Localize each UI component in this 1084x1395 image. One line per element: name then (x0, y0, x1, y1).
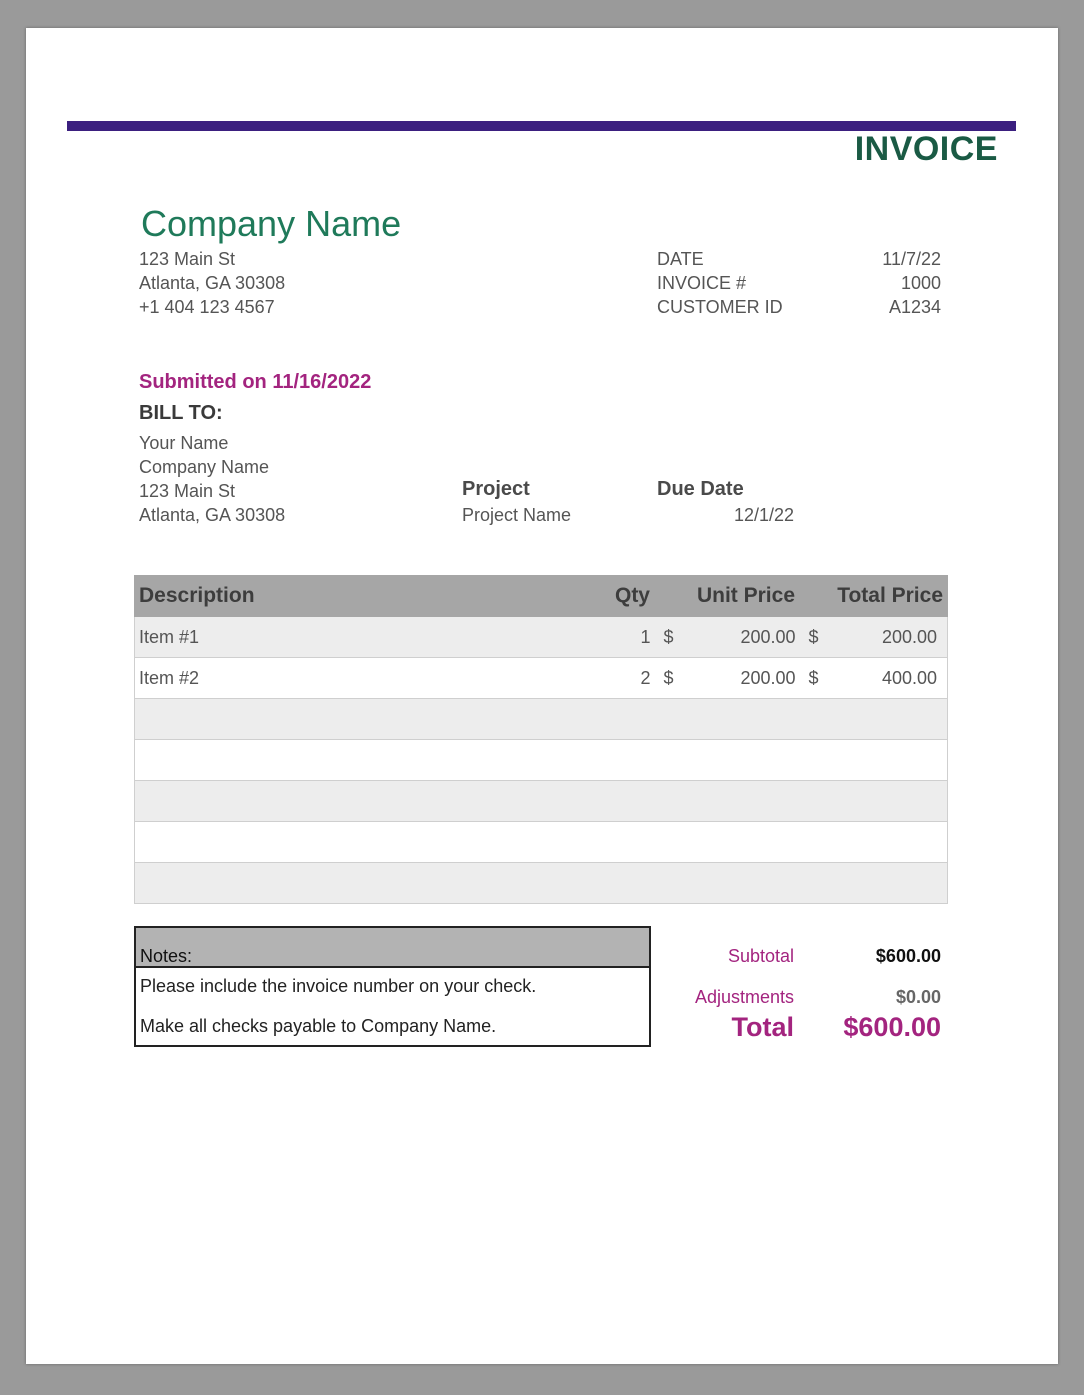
meta-labels (657, 247, 783, 319)
currency-symbol (655, 863, 683, 904)
item-description (135, 699, 585, 740)
bill-to-address-line2: Atlanta, GA 30308 (139, 505, 286, 525)
item-qty (585, 699, 655, 740)
company-address-line1: 123 Main St (139, 249, 236, 269)
item-total-price (828, 822, 948, 863)
subtotal-label: Subtotal (727, 946, 794, 966)
item-total-price (828, 699, 948, 740)
subtotal-value: $600.00 (875, 946, 941, 966)
item-total-price: 400.00 (828, 658, 948, 699)
table-row (135, 740, 948, 781)
item-qty: 1 (585, 617, 655, 658)
notes-heading: Notes: (136, 928, 649, 968)
currency-symbol (800, 822, 828, 863)
table-row (135, 658, 948, 699)
currency-symbol (655, 822, 683, 863)
item-description (135, 863, 585, 904)
item-qty: 2 (585, 658, 655, 699)
col-total-price: Total Price (800, 576, 948, 617)
bill-to-address-line1: 123 Main St (139, 481, 236, 501)
due-date-heading: Due Date (657, 478, 744, 500)
table-row (135, 781, 948, 822)
item-description (135, 822, 585, 863)
customer-id-label: CUSTOMER ID (657, 297, 783, 317)
bill-to-block (139, 431, 285, 527)
item-total-price: 200.00 (828, 617, 948, 658)
item-unit-price: 200.00 (683, 617, 800, 658)
col-qty: Qty (585, 576, 655, 617)
table-row (135, 699, 948, 740)
item-unit-price (683, 699, 800, 740)
currency-symbol (655, 781, 683, 822)
currency-symbol (655, 740, 683, 781)
currency-symbol: $ (800, 617, 828, 658)
col-description: Description (135, 576, 585, 617)
table-row (135, 822, 948, 863)
col-unit-price: Unit Price (655, 576, 800, 617)
currency-symbol: $ (655, 658, 683, 699)
table-row (135, 617, 948, 658)
item-total-price (828, 863, 948, 904)
adjustments-label: Adjustments (694, 987, 794, 1007)
company-name: Company Name (141, 203, 402, 244)
submitted-date: Submitted on 11/16/2022 (139, 371, 372, 393)
currency-symbol (800, 740, 828, 781)
invoice-page (26, 28, 1058, 1364)
meta-values (826, 247, 941, 319)
project-name: Project Name (462, 505, 572, 525)
invoice-number-label: INVOICE # (657, 273, 747, 293)
bill-to-name: Your Name (139, 433, 229, 453)
customer-id-value: A1234 (888, 297, 941, 317)
item-qty (585, 822, 655, 863)
invoice-title: INVOICE (854, 130, 998, 168)
date-label: DATE (657, 249, 704, 269)
item-qty (585, 740, 655, 781)
item-qty (585, 781, 655, 822)
project-heading: Project (462, 478, 530, 500)
due-date-value: 12/1/22 (733, 505, 794, 525)
notes-line-1: Please include the invoice number on your check. (140, 976, 537, 996)
invoice-number-value: 1000 (900, 273, 941, 293)
company-address-line2: Atlanta, GA 30308 (139, 273, 286, 293)
item-description (135, 740, 585, 781)
item-unit-price (683, 781, 800, 822)
item-unit-price (683, 863, 800, 904)
company-phone: +1 404 123 4567 (139, 297, 275, 317)
notes-box (134, 926, 651, 1047)
item-unit-price (683, 740, 800, 781)
currency-symbol (800, 863, 828, 904)
currency-symbol (800, 781, 828, 822)
total-value: $600.00 (843, 1012, 941, 1042)
currency-symbol (655, 699, 683, 740)
date-value: 11/7/22 (882, 249, 941, 269)
item-unit-price (683, 822, 800, 863)
item-qty (585, 863, 655, 904)
bill-to-heading: BILL TO: (139, 402, 223, 424)
bill-to-company: Company Name (139, 457, 270, 477)
item-total-price (828, 781, 948, 822)
item-description: Item #1 (135, 617, 585, 658)
currency-symbol: $ (655, 617, 683, 658)
item-description (135, 781, 585, 822)
currency-symbol (800, 699, 828, 740)
currency-symbol: $ (800, 658, 828, 699)
item-total-price (828, 740, 948, 781)
item-unit-price: 200.00 (683, 658, 800, 699)
item-description: Item #2 (135, 658, 585, 699)
notes-line-2: Make all checks payable to Company Name. (140, 1016, 497, 1036)
table-row (135, 863, 948, 904)
adjustments-value: $0.00 (895, 987, 941, 1007)
company-address (139, 247, 285, 319)
line-items-table (134, 575, 948, 904)
table-header-row (135, 576, 948, 617)
total-label: Total (731, 1012, 794, 1042)
